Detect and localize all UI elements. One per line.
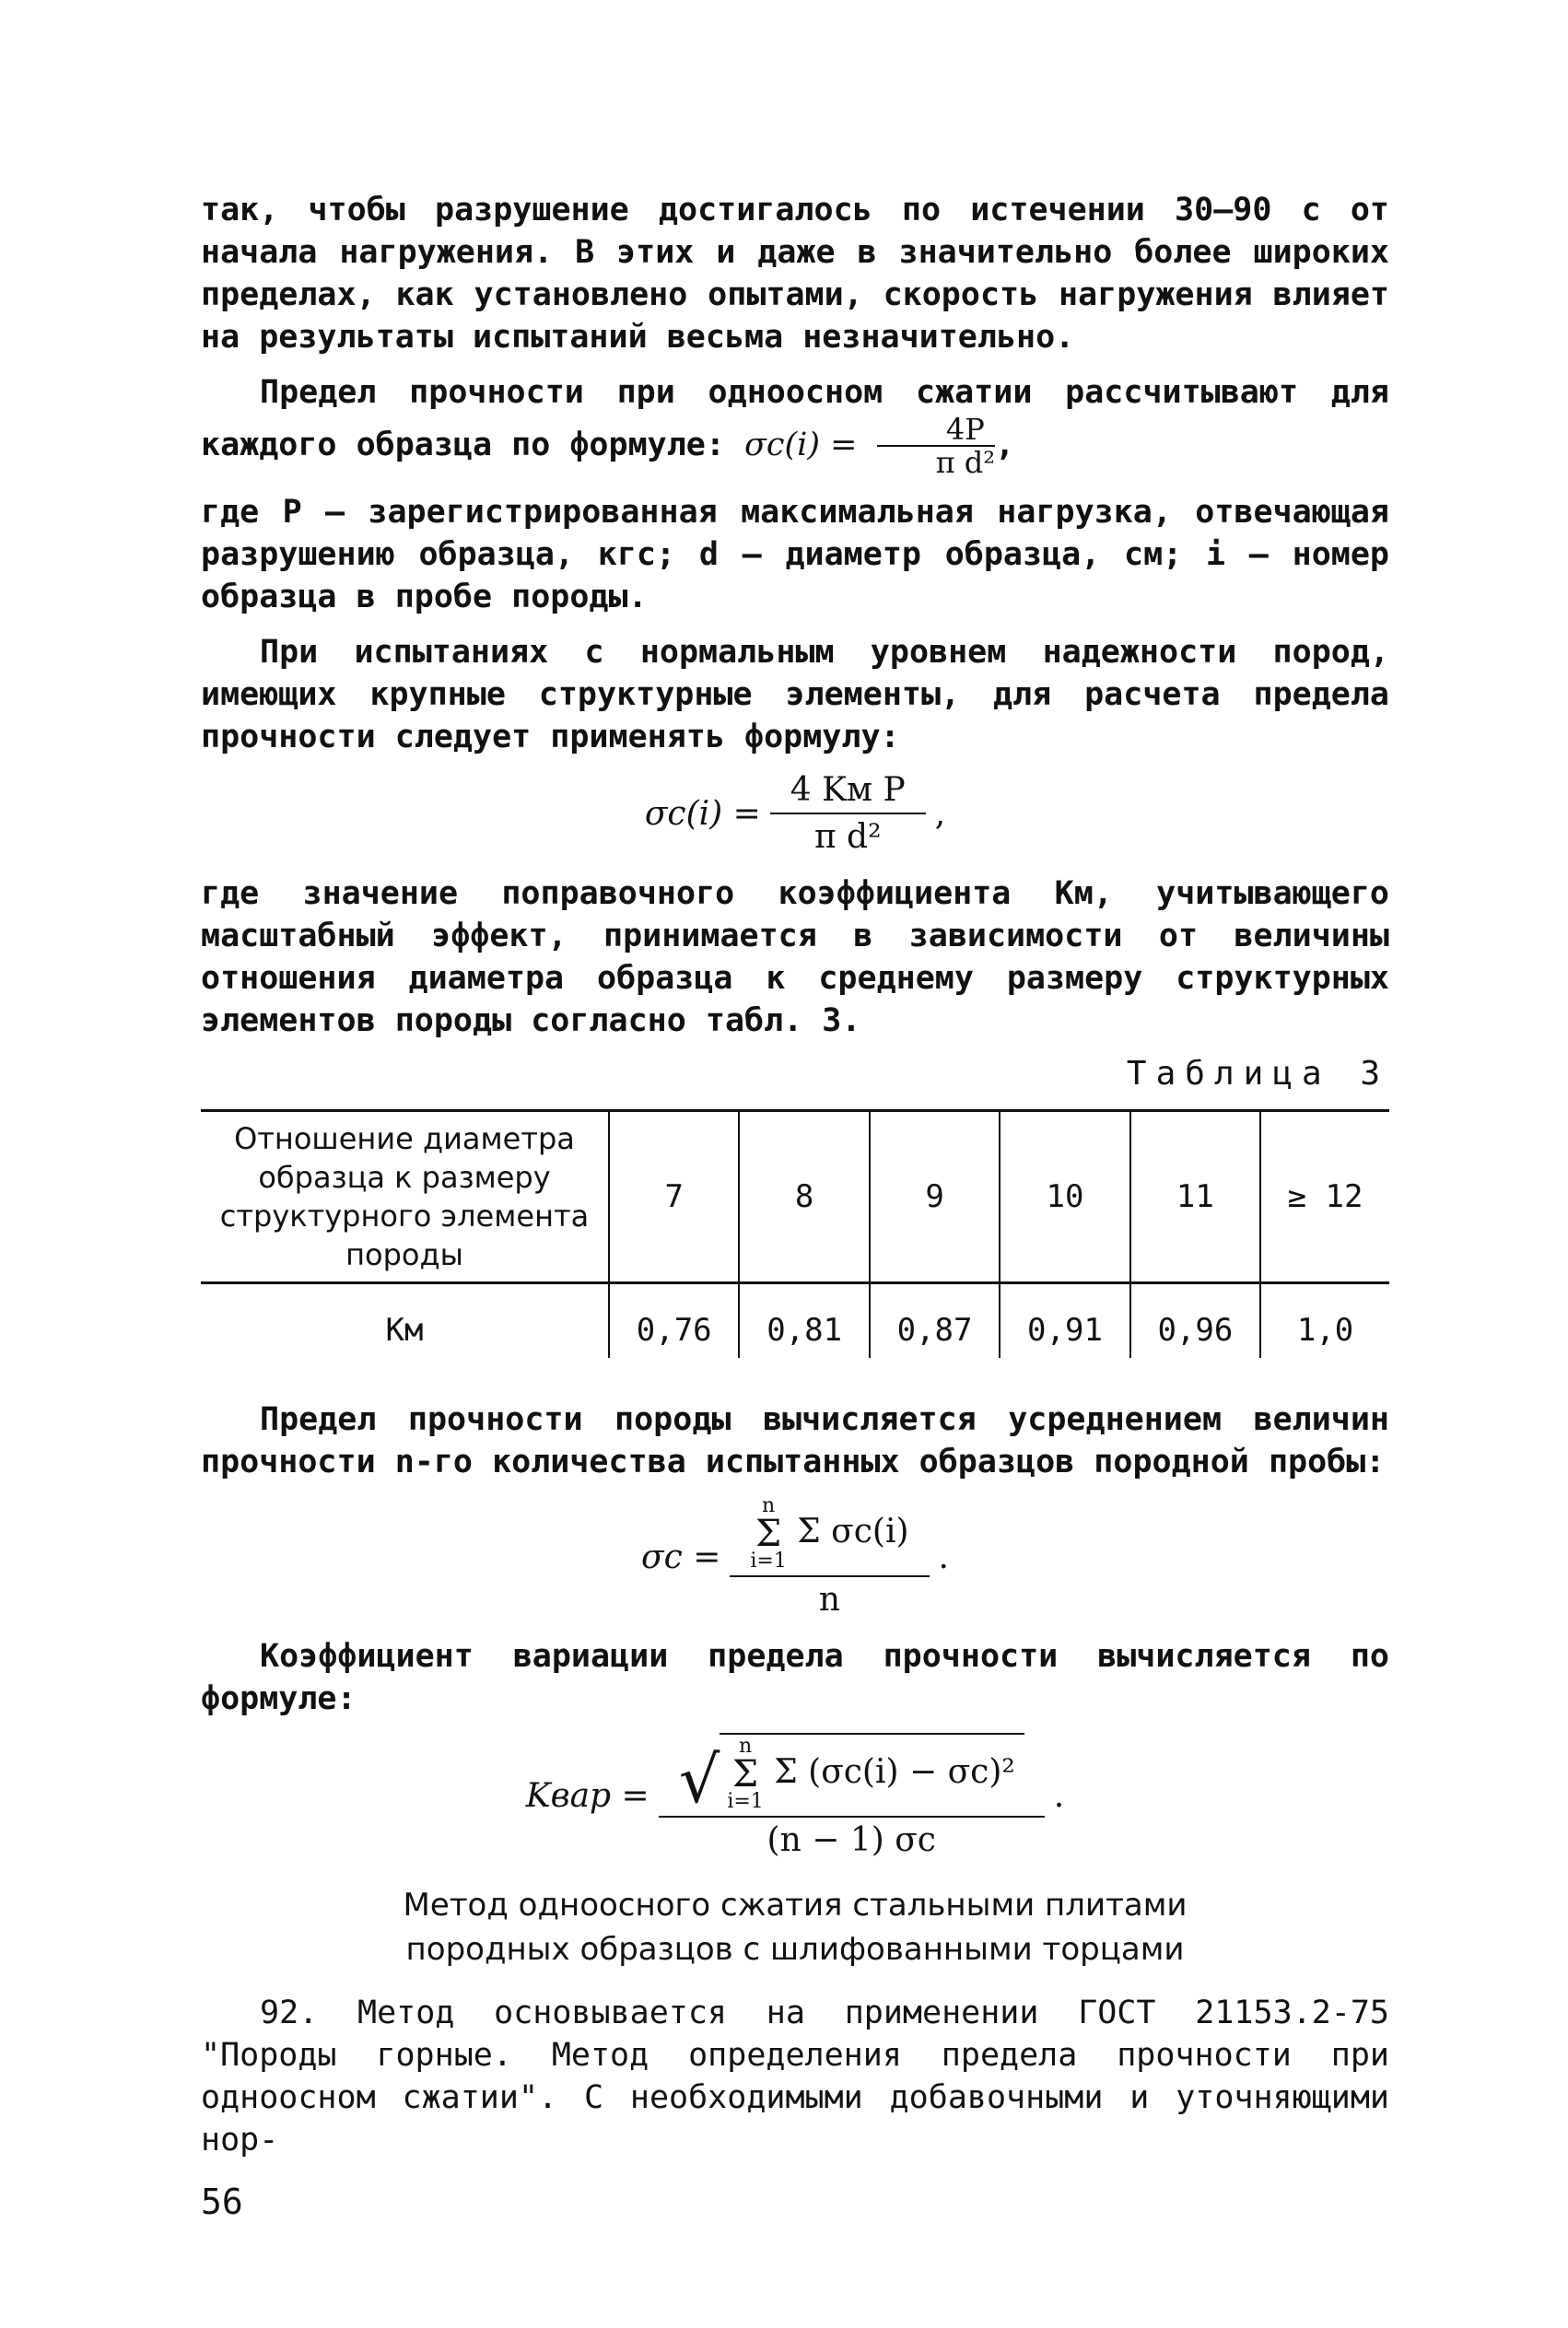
table-cell: 0,96 — [1130, 1283, 1260, 1359]
formula-1-lhs: σc(i) = — [744, 427, 858, 463]
section-heading: Метод одноосного сжатия стальными плитами породных образцов с шлифованными торцами — [403, 1887, 1188, 1968]
paragraph-7: Коэффициент вариации предела прочности вычисляется по формуле: — [201, 1638, 1389, 1717]
sum-symbol: n Σ i=1 — [727, 1735, 764, 1813]
sum-symbol: n Σ i=1 — [750, 1494, 787, 1573]
table-caption: Таблица 3 — [1126, 1055, 1389, 1093]
paragraph-3: где P – зарегистрированная максимальная нагрузка, отвечающая разрушению образца, кгс; d – диаметр образца, см; i – номер образца в пробе породы. — [201, 494, 1389, 615]
formula-2: σc(i) = $\frac{\text{4 Kм P}}{\text{π d²}}$ , — [644, 771, 946, 856]
paragraph-8: 92. Метод основывается на применении ГОСТ 21153.2-75 "Породы горные. Метод определения предела прочности при одноосном сжатии". С необходимыми добавочными и уточняющими нор- — [201, 1995, 1389, 2158]
table-cell: 0,76 — [609, 1283, 739, 1359]
table-cell: 1,0 — [1260, 1283, 1389, 1359]
formula-4-numerator — [659, 1733, 1045, 1818]
formula-3-lhs: σc = — [641, 1538, 721, 1576]
page-number: 56 — [201, 2182, 243, 2222]
paragraph-2: Предел прочности при одноосном сжатии рассчитывают для каждого образца по формуле: σc(i) = $\frac{4P}{\text{π d²}}$ , — [201, 374, 1389, 480]
formula-3: σc = n Σ i=1 Σ σc(i) n . — [641, 1494, 949, 1619]
formula-4-fraction — [659, 1733, 1045, 1859]
table-cell: 0,81 — [739, 1283, 869, 1359]
formula-2-fraction — [770, 771, 926, 856]
table-row — [201, 1283, 1389, 1359]
formula-3-numerator: n Σ i=1 Σ σc(i) — [730, 1496, 929, 1577]
formula-3-denominator: n — [818, 1581, 841, 1619]
formula-1-fraction — [877, 414, 996, 478]
table-col-header: 8 — [739, 1111, 869, 1283]
table-col-header: 11 — [1130, 1111, 1260, 1283]
formula-2-numerator: 4 Kм P — [770, 771, 926, 814]
table-col-header: ≥ 12 — [1260, 1111, 1389, 1283]
formula-4-lhs: Kвар = — [525, 1777, 649, 1815]
main-text — [201, 189, 1389, 2174]
formula-2-lhs: σc(i) = — [644, 794, 761, 833]
table-header-row — [201, 1111, 1389, 1283]
table-col-header: 9 — [870, 1111, 1000, 1283]
formula-4: Kвар = √ n Σ i=1 Σ (σc(i) − σc)² (n − 1) σc . — [525, 1735, 1065, 1859]
paragraph-4: При испытаниях с нормальным уровнем надежности пород, имеющих крупные структурные элементы, для расчета предела прочности следует применять формулу: — [201, 634, 1389, 755]
table-row-label: Kм — [385, 1312, 424, 1349]
table-header-label: Отношение диаметра образца к размеру структурного элемента породы — [201, 1111, 609, 1283]
formula-1-numerator: 4P — [877, 414, 996, 447]
table-3 — [201, 1109, 1389, 1358]
paragraph-1: так, чтобы разрушение достигалось по истечении 30–90 с от начала нагружения. В этих и даже в значительно более широких пределах, как установлено опытами, скорость нагружения влияет на результаты испытаний весьма незначительно. — [201, 192, 1389, 356]
paragraph-6: Предел прочности породы вычисляется усреднением величин прочности n-го количества испытанных образцов породной пробы: — [201, 1401, 1389, 1480]
formula-4-denominator: (n − 1) σc — [766, 1821, 936, 1859]
table-cell: 0,91 — [1000, 1283, 1129, 1359]
table-col-header: 10 — [1000, 1111, 1129, 1283]
table-cell: 0,87 — [870, 1283, 1000, 1359]
table-col-header: 7 — [609, 1111, 739, 1283]
square-root: √ n Σ i=1 Σ (σc(i) − σc)² — [679, 1733, 1024, 1812]
formula-1-denominator: π d² — [935, 445, 996, 480]
paragraph-5: где значение поправочного коэффициента Kм, учитывающего масштабный эффект, принимается в зависимости от величины отношения диаметра образца к среднему размеру структурных элементов породы согласно табл. 3. — [201, 875, 1389, 1039]
formula-2-denominator: π d² — [813, 818, 882, 856]
formula-3-fraction — [730, 1496, 929, 1619]
